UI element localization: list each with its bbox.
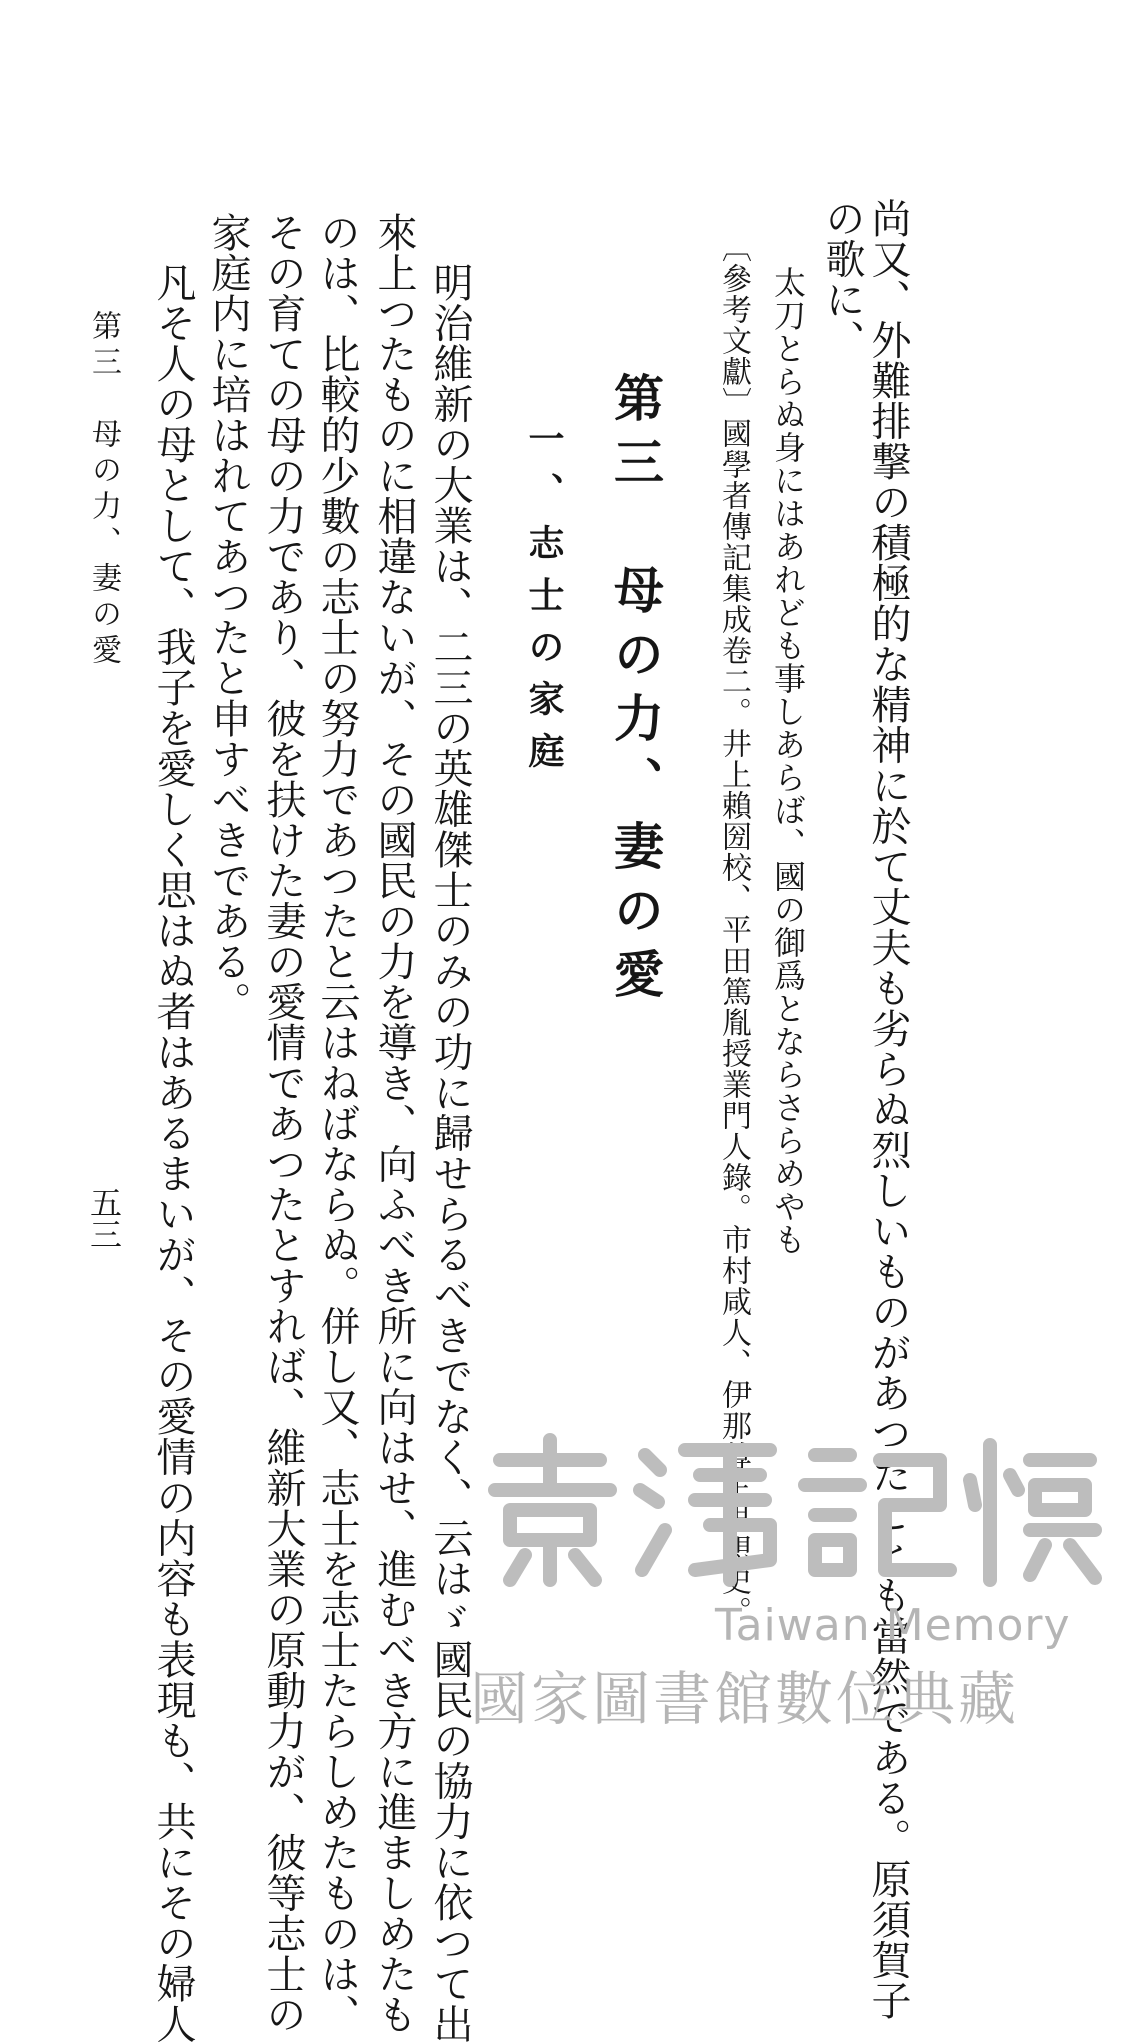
references-line: 〔參考文獻〕國學者傳記集成卷二。井上賴圀校、平田篤胤授業門人錄。市村咸人、伊那尊王思想史。 xyxy=(716,232,751,1627)
text-column-11: 家庭内に培はれてあつたと申すべきである。 xyxy=(205,212,251,1022)
section-title: 一、志士の家庭 xyxy=(523,420,565,784)
page-number: 五三 xyxy=(85,1186,123,1250)
watermark-chinese: 國家圖書館數位典藏 xyxy=(470,1665,1020,1733)
poem-line: 太刀とらぬ身にはあれども事しあらば、國の御爲とならさらめやも xyxy=(769,266,807,1256)
text-column-1: 尚又、外難排撃の積極的な精神に於て丈夫も劣らぬ烈しいものがあつたことも當然である。原須賀子 xyxy=(865,198,911,2021)
chapter-title: 第三 母の力、妻の愛 xyxy=(606,372,665,1012)
text-column-10: その育ての母の力であり、彼を扶けた妻の愛情であつたとすれば、維新大業の原動力が、彼等志士の xyxy=(260,212,306,2035)
watermark-english: Taiwan Memory xyxy=(715,1600,1071,1651)
text-column-2: の歌に、 xyxy=(819,198,865,360)
text-column-7: 明治維新の大業は、二三の英雄傑士のみの功に歸せらるべきでなく、云はゞ國民の協力に依つて出 xyxy=(427,262,473,2044)
running-head: 第三 母の力、妻の愛 xyxy=(86,310,121,670)
text-column-12: 凡そ人の母として、我子を愛しく思はぬ者はあるまいが、その愛情の内容も表現も、共にその婦人 xyxy=(150,262,196,2044)
text-column-9: のは、比較的少數の志士の努力であつたと云はねばならぬ。併し又、志士を志士たらしめたものは、 xyxy=(314,212,360,2035)
text-column-8: 來上つたものに相違ないが、その國民の力を導き、向ふべき所に向はせ、進むべき方に進ましめたも xyxy=(371,212,417,2035)
